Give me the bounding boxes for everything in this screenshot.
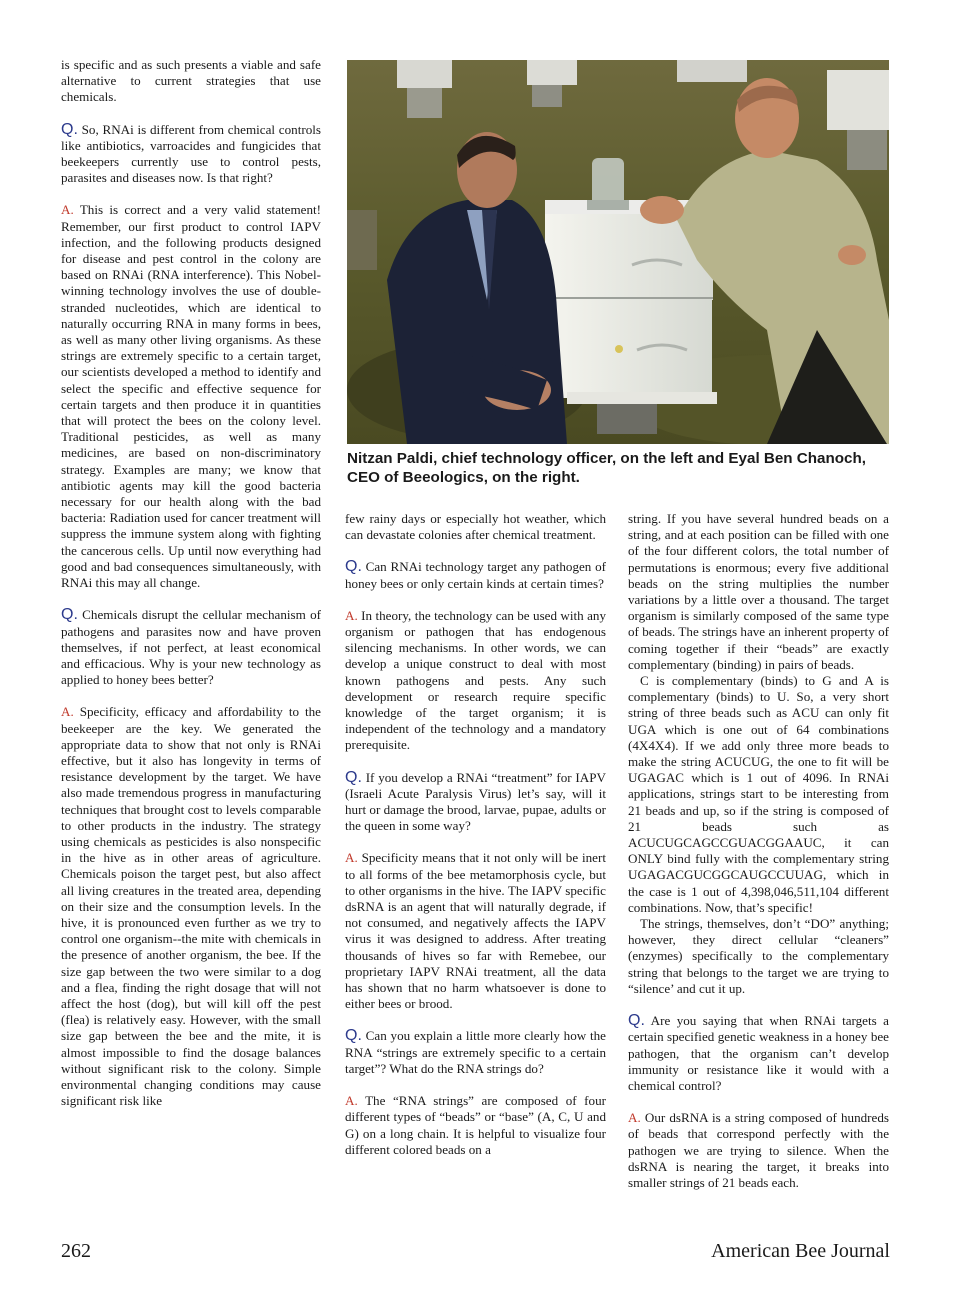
- answer-paragraph: [61, 202, 321, 591]
- answer-marker: A.: [345, 850, 358, 866]
- body-paragraph: is specific and as such presents a viable and safe alternative to current strategies that use chemicals.: [61, 57, 321, 105]
- answer-marker: A.: [345, 607, 358, 623]
- paragraph-text: Specificity, efficacy and affordability to the beekeeper are the key. We generated the appropriate data to show that not only is RNAi effective, but it also has longevity in terms of resistance development by the target. We have also made tremendous progress in manufacturing techniques that brought cost to levels comparable to other products in the industry. The strategy using chemicals as pesticides is also nonspecific in the hive as in other areas of agriculture. Chemicals poison the target pest, but also affect all living creatures in the treated area, depending on their size and the consumption levels. In the hive, it is pronounced even further as we try to control one organism--the mite with chemicals in the presence of another organism, the bee. If the size gap between the two were similar to a dog and a flea, finding the right dosage that will not affect the host (dog), but will kill off the pest (flea) is relatively easy. However, with the small size gap between the bee and the mite, it is almost impossible to find the dosage balances without significant risk to the colony. Simple environmental changing conditions may cause significant risk like: [61, 704, 321, 1109]
- answer-marker: A.: [61, 704, 74, 720]
- question-marker: Q.: [345, 768, 362, 786]
- answer-paragraph: [61, 704, 321, 1109]
- question-paragraph: [61, 607, 321, 688]
- paragraph-text: This is correct and a very valid statement! Remember, our first product to control IAPV infection, and the following products designed for disease and pest control in the colony are based on RNAi (RNA interference). This Nobel-winning technology involves the use of double-stranded nucleotides, which are identical to naturally occurring RNA in many forms in bees, as well as many other living organisms. As these strings are extremely specific to a certain target, our scientists developed a method to identify and select the specific and effective sequence for certain targets and then produce it in quantities that will protect the bees on the colony level. Traditional pesticides, as well as many medicines, are based on non-discriminatory strategy. Examples are many; we know that antibiotic agents may kill the good bacteria necessary for our health along with the bad bacteria: Radiation used for cancer treatment will suppress the immune system along with fighting the cancerous cells. Up until now everything had good and bad consequences simultaneously, with RNAi this may all change.: [61, 202, 321, 591]
- paragraph-text: Can you explain a little more clearly how the RNA “strings are extremely specific to a certain target”? What do the RNA strings do?: [345, 1028, 606, 1076]
- answer-paragraph: [345, 850, 606, 1012]
- body-paragraph: string. If you have several hundred beads on a string, and at each position can be filled with one of the four different colors, the total number of permutations is enormous; every five additional beads on the string multiplies the number variations by a little over a thousand. The target organism is similarly composed of the same type of beads. The strings have an inherent property of coming together if their “beads” are exactly complementary (binding) in pairs of beads.: [628, 511, 889, 672]
- body-paragraph: The strings, themselves, don’t “DO” anything; however, they direct cellular “cleaners” (enzymes) specifically to the complementary string that belongs to the target we are trying to “silence’ and cut it up.: [628, 916, 889, 996]
- question-marker: Q.: [61, 120, 78, 138]
- paragraph-text: Chemicals disrupt the cellular mechanism of pathogens and parasites now and have proven themselves, if not perfect, at least economical and efficacious. Why is your new technology as applied to honey bees better?: [61, 607, 321, 688]
- beekeepers-photo: [347, 60, 889, 444]
- photo-caption: Nitzan Paldi, chief technology officer, on the left and Eyal Ben Chanoch, CEO of Beeologics, on the right.: [347, 450, 866, 486]
- answer-marker: A.: [345, 1093, 358, 1109]
- article-column-2: [345, 511, 606, 1158]
- question-paragraph: [345, 559, 606, 591]
- journal-name: American Bee Journal: [711, 1240, 890, 1262]
- question-marker: Q.: [61, 606, 78, 624]
- question-paragraph: [628, 1013, 889, 1094]
- question-paragraph: [345, 770, 606, 835]
- question-marker: Q.: [628, 1012, 645, 1030]
- article-column-1: [61, 57, 321, 1109]
- paragraph-text: Can RNAi technology target any pathogen of honey bees or only certain kinds at certain times?: [345, 559, 606, 591]
- paragraph-text: So, RNAi is different from chemical controls like antibiotics, varroacides and fungicides that beekeepers currently use to control pests, parasites and diseases now. Is that right?: [61, 121, 321, 186]
- paragraph-text: In theory, the technology can be used with any organism or pathogen that has endogenous silencing mechanisms. In other words, we can develop a unique construct to deal with most known pathogens and pests. Any such development or research require specific knowledge of the target organism; it is independent of the technology and a mandatory prerequisite.: [345, 607, 606, 753]
- page-number: 262: [61, 1240, 91, 1262]
- answer-paragraph: [628, 1110, 889, 1191]
- paragraph-text: Our dsRNA is a string composed of hundreds of beads that correspond perfectly with the pathogen we are trying to silence. When the dsRNA is nearing the target, it breaks into smaller strings of 21 beads each.: [628, 1110, 889, 1190]
- answer-paragraph: [345, 1093, 606, 1158]
- paragraph-text: Are you saying that when RNAi targets a certain specified genetic weakness in a honey bee pathogen, that the organism can’t develop immunity or resistance like it would with a chemical control?: [628, 1013, 889, 1093]
- answer-marker: A.: [628, 1110, 641, 1126]
- question-marker: Q.: [345, 1027, 362, 1045]
- answer-paragraph: [345, 608, 606, 754]
- body-paragraph: C is complementary (binds) to G and A is complementary (binds) to U. So, a very short string of three beads such as ACU can only fit UGA which is one out of 64 combinations (4X4X4). If we add only three more beads to make the string ACUCUG, the one to fit will be UGAGAC which is 1 out of 4096. In RNAi applications, strings start to be interesting from 21 beads and up, so if the string is composed of 21 beads such as ACUCUGCAGCCGUACGGAAUC, it can ONLY bind fully with the complementary string UGAGACGUCGGCAUGCCUUAG, which in the case is 1 out of 4,398,046,511,104 different combinations. Now, that’s specific!: [628, 673, 889, 915]
- question-paragraph: [61, 122, 321, 187]
- question-marker: Q.: [345, 558, 362, 576]
- article-column-3: [628, 511, 889, 1191]
- paragraph-text: The “RNA strings” are composed of four different types of “beads” or “base” (A, C, U and G) on a long chain. It is helpful to visualize four different colored beads on a: [345, 1093, 606, 1157]
- question-paragraph: [345, 1028, 606, 1077]
- paragraph-text: Specificity means that it not only will be inert to all forms of the bee metamorphosis cycle, but to other organisms in the hive. The IAPV specific dsRNA is an agent that will naturally degrade, if not consumed, and negatively affects the IAPV virus it was designed to address. After treating thousands of hives so far with Remebee, our proprietary IAPV RNAi treatment, all the data has shown that no harm whatsoever is done to either bees or brood.: [345, 850, 606, 1012]
- body-paragraph: few rainy days or especially hot weather, which can devastate colonies after chemical treatment.: [345, 511, 606, 543]
- paragraph-text: If you develop a RNAi “treatment” for IAPV (Israeli Acute Paralysis Virus) let’s say, will it hurt or damage the brood, larvae, pupae, adults or the queen in some way?: [345, 769, 606, 834]
- answer-marker: A.: [61, 202, 74, 218]
